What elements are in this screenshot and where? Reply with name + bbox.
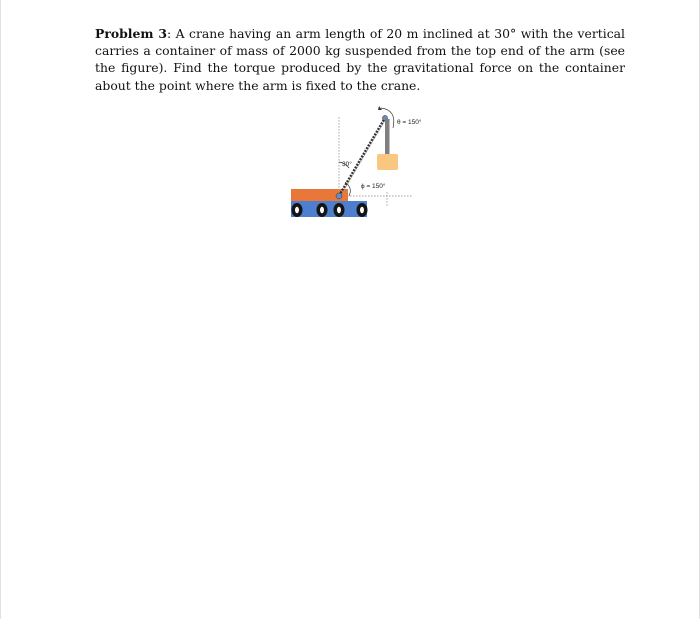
theta-label: θ = 150° (397, 119, 422, 126)
thirty-degree-label: 30° (342, 161, 352, 168)
wheel (317, 203, 328, 217)
phi-label: ϕ = 150° (361, 183, 386, 190)
container-cable (385, 119, 390, 156)
wheel (334, 203, 345, 217)
problem-statement (95, 25, 625, 94)
wheel (357, 203, 368, 217)
problem-body: : A crane having an arm length of 20 m inclined at 30° with the vertical carries a container of mass of 2000 kg suspended from the top end of the arm (see the figure). Find the torque produced by the gravitational force on the container about the point where the arm is fixed to the crane. (95, 26, 625, 93)
crane-figure (287, 100, 437, 225)
container (377, 154, 398, 170)
arm-pivot (336, 193, 342, 199)
problem-label: Problem 3 (95, 26, 167, 41)
wheel (292, 203, 303, 217)
